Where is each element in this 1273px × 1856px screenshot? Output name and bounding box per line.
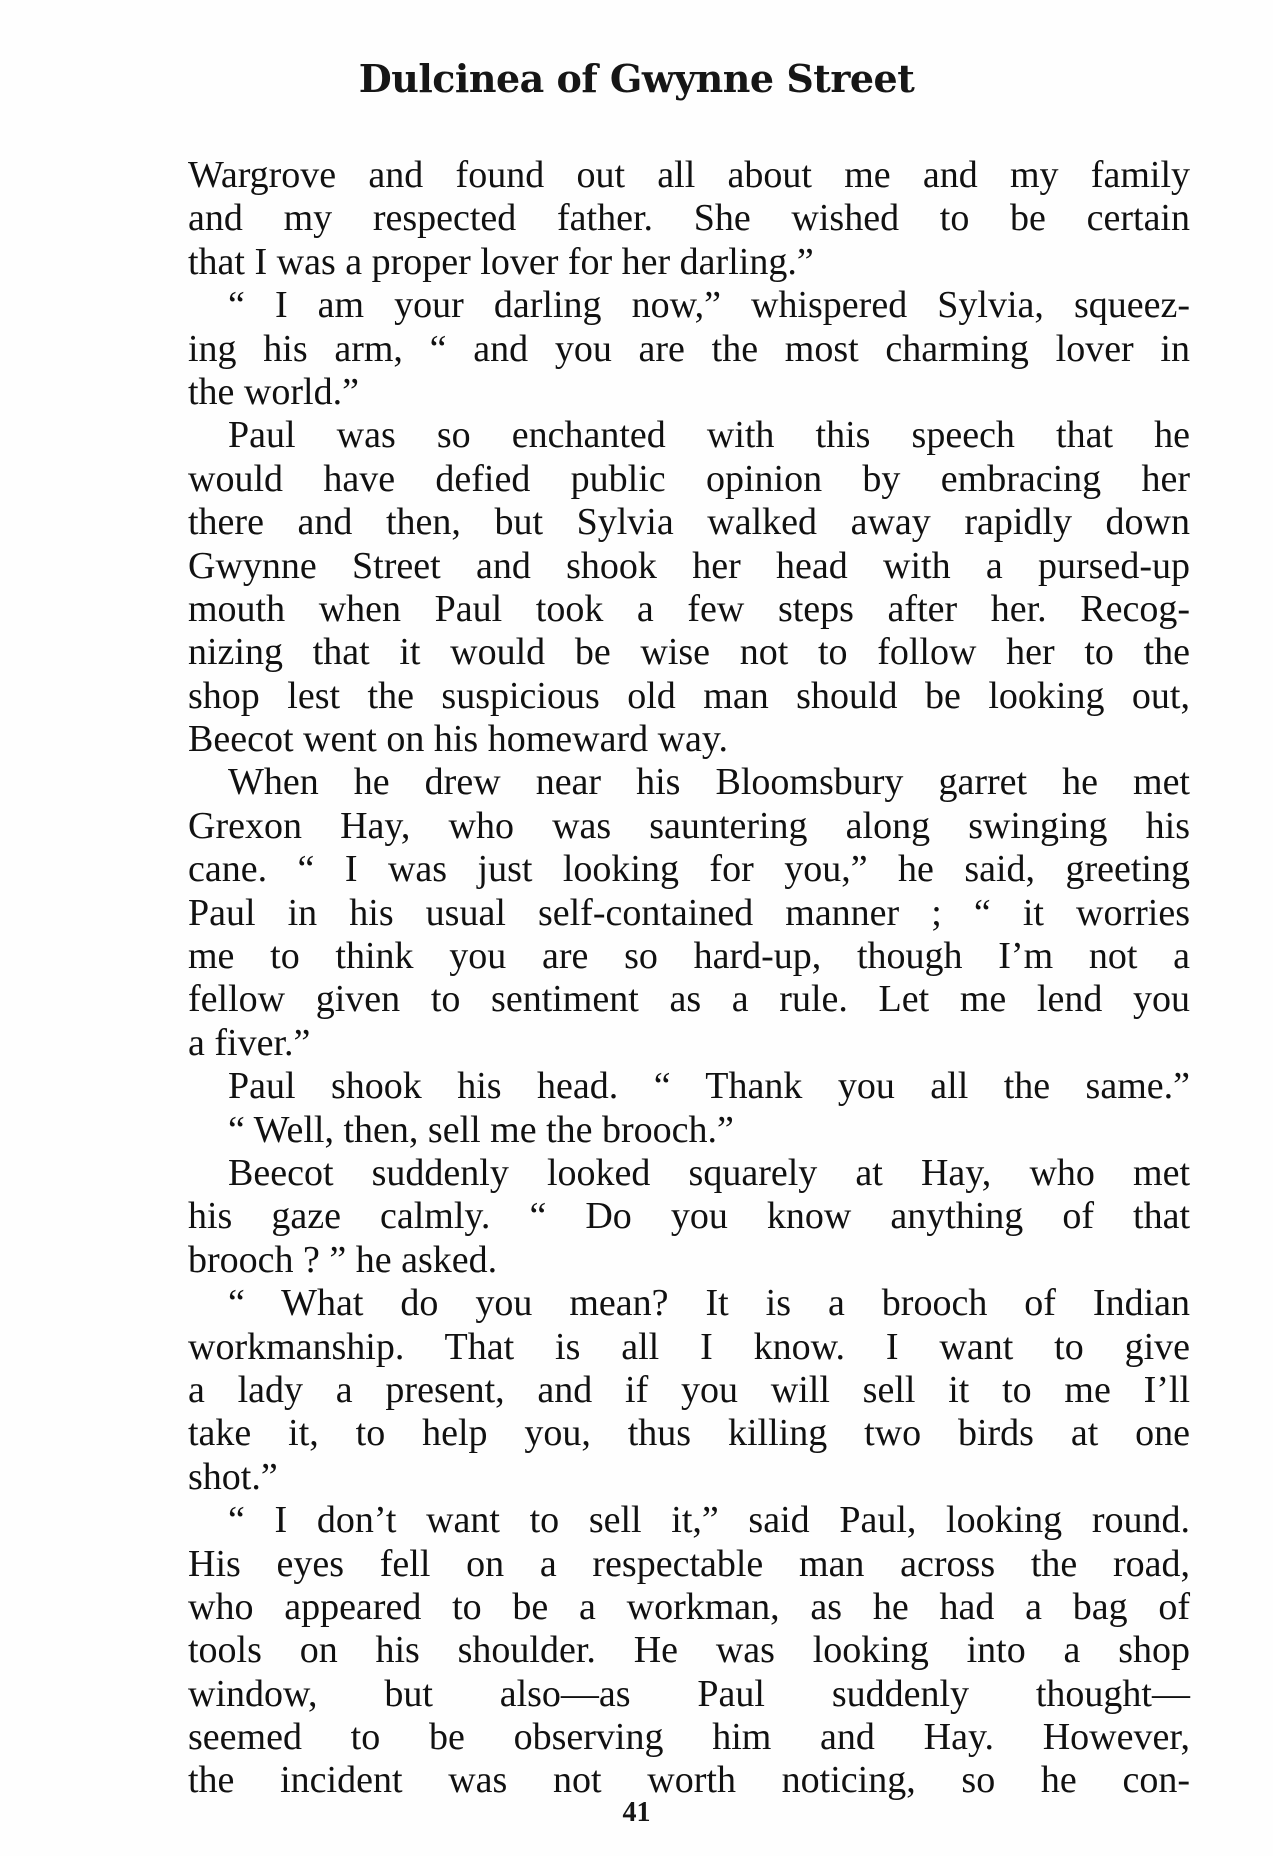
text-line: who appeared to be a workman, as he had a bag of [188,1585,1190,1628]
text-line: would have defied public opinion by embracing her [188,457,1190,500]
text-line: nizing that it would be wise not to follow her to the [188,631,1190,674]
text-line: When he drew near his Bloomsbury garret he met [228,761,1190,804]
text-line: Beecot went on his homeward way. [188,718,728,761]
text-line: Beecot suddenly looked squarely at Hay, who met [228,1151,1190,1194]
text-line: Wargrove and found out all about me and my family [188,154,1190,196]
text-line: shop lest the suspicious old man should be looking out, [188,674,1190,717]
text-line: tools on his shoulder. He was looking into a shop [188,1629,1190,1672]
text-line: that I was a proper lover for her darling.” [188,240,814,283]
text-line: window, but also—as Paul suddenly thought— [188,1672,1190,1715]
running-title: Dulcinea of Gwynne Street [358,56,915,101]
body-text [188,154,1190,1803]
text-line: seemed to be observing him and Hay. However, [188,1716,1190,1759]
text-line: Gwynne Street and shook her head with a pursed-up [188,544,1190,587]
text-line: his gaze calmly. “ Do you know anything of that [188,1195,1190,1238]
text-line: His eyes fell on a respectable man across the road, [188,1542,1190,1585]
text-line: Paul shook his head. “ Thank you all the same.” [228,1065,1190,1108]
text-line: Paul was so enchanted with this speech that he [228,414,1190,457]
text-line: “ Well, then, sell me the brooch.” [228,1108,734,1151]
text-line: shot.” [188,1455,278,1498]
text-line: the incident was not worth noticing, so he con- [188,1759,1190,1802]
text-line: a fiver.” [188,1021,311,1064]
text-line: a lady a present, and if you will sell it to me I’ll [188,1368,1190,1411]
text-line: cane. “ I was just looking for you,” he said, greeting [188,848,1190,891]
text-line: fellow given to sentiment as a rule. Let me lend you [188,978,1190,1021]
text-line: Paul in his usual self-contained manner ; “ it worries [188,891,1190,934]
text-line: “ I don’t want to sell it,” said Paul, looking round. [228,1499,1190,1542]
text-line: and my respected father. She wished to be certain [188,197,1190,240]
text-line: “ I am your darling now,” whispered Sylvia, squeez- [228,284,1190,327]
text-line: ing his arm, “ and you are the most charming lover in [188,327,1190,370]
text-line: take it, to help you, thus killing two birds at one [188,1412,1190,1455]
text-line: brooch ? ” he asked. [188,1238,498,1281]
text-line: there and then, but Sylvia walked away rapidly down [188,501,1190,544]
text-line: “ What do you mean? It is a brooch of Indian [228,1282,1190,1325]
text-line: workmanship. That is all I know. I want to give [188,1325,1190,1368]
text-line: me to think you are so hard-up, though I’m not a [188,935,1190,978]
text-line: mouth when Paul took a few steps after her. Recog- [188,587,1190,630]
text-line: Grexon Hay, who was sauntering along swinging his [188,804,1190,847]
text-line: the world.” [188,370,359,413]
page-number: 41 [622,1797,651,1828]
